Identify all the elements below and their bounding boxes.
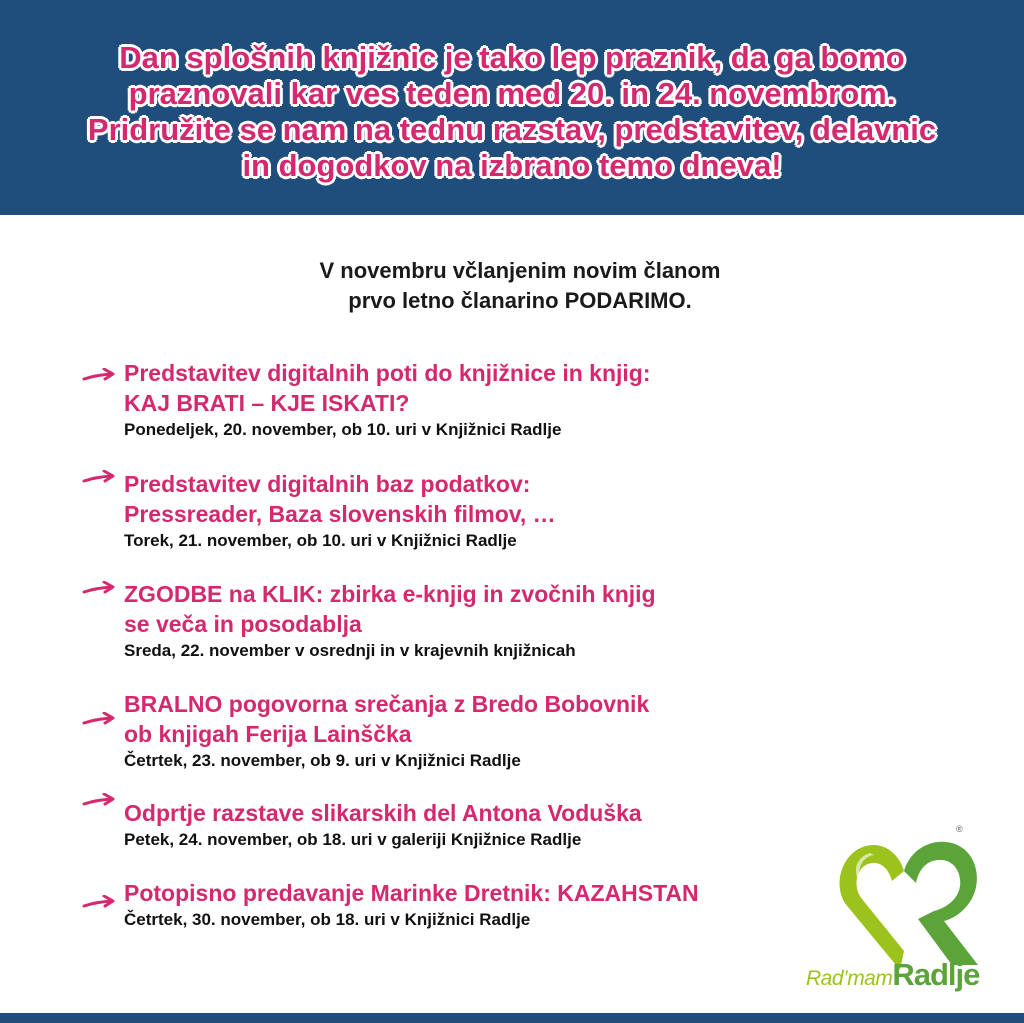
event-detail: Ponedeljek, 20. november, ob 10. uri v Knjižnici Radlje [124,420,562,439]
event-item [124,689,824,772]
banner-line: Dan splošnih knjižnic je tako lep praznik, da ga bomo [119,40,905,75]
banner-line: Pridružite se nam na tednu razstav, predstavitev, delavnic [87,112,937,147]
event-title: BRALNO pogovorna srečanja z Bredo Bobovnik [124,691,650,717]
event-item [124,798,824,851]
registered-mark: ® [956,824,963,834]
event-title: Potopisno predavanje Marinke Dretnik: KAZAHSTAN [124,880,699,906]
arrow-icon [82,368,116,384]
event-title: ZGODBE na KLIK: zbirka e-knjig in zvočnih knjig [124,581,656,607]
offer-line: V novembru včlanjenim novim članom [319,258,721,283]
event-title: Predstavitev digitalnih baz podatkov: [124,471,531,497]
offer-line: prvo letno članarino PODARIMO. [348,288,692,313]
event-title: Pressreader, Baza slovenskih filmov, … [124,501,556,527]
event-detail: Petek, 24. november, ob 18. uri v galeriji Knjižnice Radlje [124,830,582,849]
arrow-icon [82,895,116,911]
banner-announcement [60,40,964,184]
event-title: se veča in posodablja [124,611,362,637]
event-detail: Sreda, 22. november v osrednji in v krajevnih knjižnicah [124,641,576,660]
arrow-icon [82,712,116,728]
event-item [124,579,824,662]
event-detail: Četrtek, 23. november, ob 9. uri v Knjižnici Radlje [124,751,521,770]
logo-script-text: Rad’mam [806,967,893,990]
event-item [124,469,824,552]
event-detail: Četrtek, 30. november, ob 18. uri v Knjižnici Radlje [124,910,531,929]
event-item [124,878,824,931]
arrow-icon [82,581,116,597]
banner-line: praznovali kar ves teden med 20. in 24. novembrom. [128,76,896,111]
logo-name-text: Radlje [892,957,980,992]
membership-offer [0,256,1024,316]
banner-line: in dogodkov na izbrano temo dneva! [242,148,782,183]
event-title: Predstavitev digitalnih poti do knjižnice in knjig: [124,360,651,386]
footer-bar [0,1013,1024,1023]
event-item [124,358,824,441]
event-detail: Torek, 21. november, ob 10. uri v Knjižnici Radlje [124,531,517,550]
arrow-icon [82,470,116,486]
event-title: ob knjigah Ferija Lainščka [124,721,412,747]
arrow-icon [82,793,116,809]
event-title: Odprtje razstave slikarskih del Antona Voduška [124,800,642,826]
logo-wordmark [806,957,979,993]
header-banner [0,0,1024,215]
event-title: KAJ BRATI – KJE ISKATI? [124,390,410,416]
